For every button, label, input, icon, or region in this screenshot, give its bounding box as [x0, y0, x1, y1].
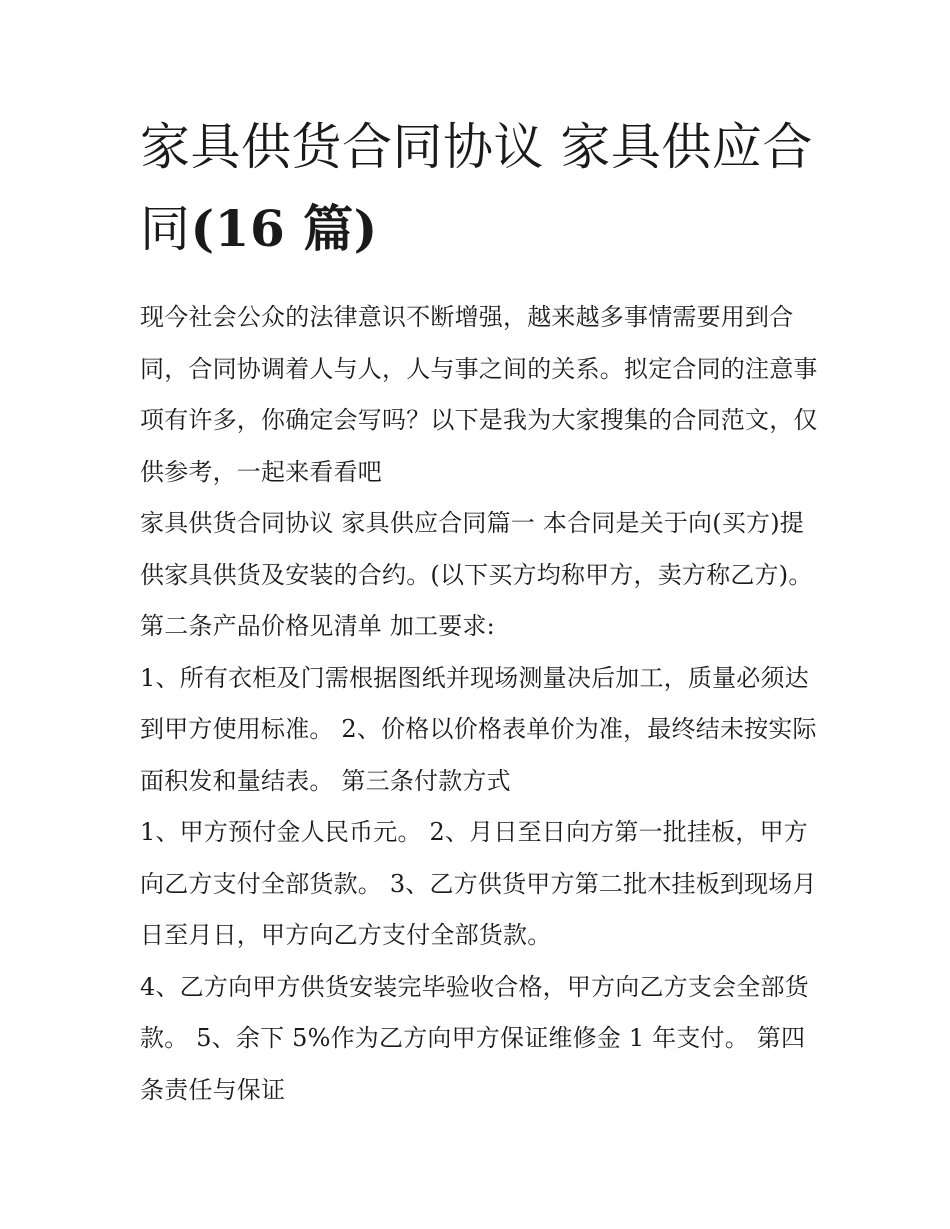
processing-requirements-paragraph: 1、所有衣柜及门需根据图纸并现场测量决后加工，质量必须达到甲方使用标准。 2、价格以价格表单价为准，最终结未按实际面积发和量结表。 第三条付款方式 [140, 663, 817, 795]
title-count: (16 篇) [190, 199, 378, 258]
document-page [140, 106, 820, 1116]
final-payment-paragraph: 4、乙方向甲方供货安装完毕验收合格，甲方向乙方支会全部货款。 5、余下 5%作为乙方向甲方保证维修金 1 年支付。 第四条责任与保证 [140, 972, 809, 1104]
payment-terms-paragraph: 1、甲方预付金人民币元。 2、月日至日向方第一批挂板，甲方向乙方支付全部货款。 3、乙方供货甲方第二批木挂板到现场月日至月日，甲方向乙方支付全部货款。 [140, 818, 817, 949]
contract-intro-paragraph: 家具供货合同协议 家具供应合同篇一 本合同是关于向(买方)提供家具供货及安装的合约。(以下买方均称甲方，卖方称乙方)。 第二条产品价格见清单 加工要求: [140, 509, 813, 640]
document-title [140, 106, 820, 270]
title-text: 家具供货合同协议 家具供应合同 [140, 118, 813, 258]
document-body [140, 292, 820, 1116]
intro-paragraph: 现今社会公众的法律意识不断增强，越来越多事情需要用到合同，合同协调着人与人，人与事之间的关系。拟定合同的注意事项有许多，你确定会写吗？以下是我为大家搜集的合同范文，仅供参考，一起来看看吧 [140, 303, 818, 486]
